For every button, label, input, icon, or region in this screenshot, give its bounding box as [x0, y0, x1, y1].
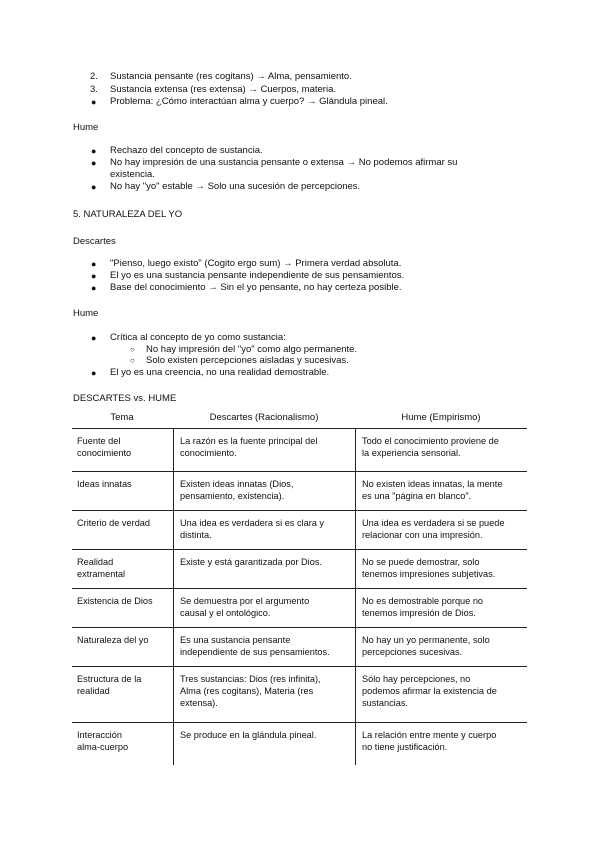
- cell-line: no tiene justificación.: [362, 742, 448, 752]
- cell-line: La relación entre mente y cuerpo: [362, 730, 497, 740]
- cell-line: Existencia de Dios: [77, 596, 153, 606]
- cell-line: No se puede demostrar, solo: [362, 557, 480, 567]
- descartes-heading: Descartes: [73, 236, 116, 247]
- table-cell-tema: [77, 634, 175, 646]
- bullet-icon: ●: [91, 368, 97, 378]
- cell-line: pensamiento, existencia).: [180, 491, 285, 501]
- cell-line: extensa).: [180, 698, 218, 708]
- list-text: existencia.: [110, 169, 155, 180]
- cell-line: Tres sustancias: Dios (res infinita),: [180, 674, 321, 684]
- list-text: "Pienso, luego existo" (Cogito ergo sum) → Primera verdad absoluta.: [110, 258, 402, 269]
- table-cell-tema: [77, 673, 175, 697]
- cell-line: alma-cuerpo: [77, 742, 129, 752]
- cell-line: Ideas innatas: [77, 479, 132, 489]
- row-divider: [72, 588, 527, 589]
- list-text: Crítica al concepto de yo como sustancia:: [110, 332, 286, 343]
- cell-line: No hay un yo permanente, solo: [362, 635, 490, 645]
- row-divider: [72, 666, 527, 667]
- cell-line: podemos afirmar la existencia de: [362, 686, 497, 696]
- cell-line: Criterio de verdad: [77, 518, 151, 528]
- table-cell-descartes: [180, 634, 358, 658]
- list-text: Sustancia pensante (res cogitans) → Alma, pensamiento.: [110, 71, 352, 82]
- table-cell-hume: [362, 595, 527, 619]
- bullet-icon: ●: [91, 146, 97, 156]
- row-divider: [72, 722, 527, 723]
- list-text: Sustancia extensa (res extensa) → Cuerpos, materia.: [110, 84, 336, 95]
- table-cell-hume: [362, 729, 527, 753]
- table-cell-tema: [77, 556, 175, 580]
- cell-line: Estructura de la: [77, 674, 142, 684]
- table-cell-hume: [362, 478, 527, 502]
- bullet-icon: ●: [91, 182, 97, 192]
- cell-line: No existen ideas innatas, la mente: [362, 479, 503, 489]
- table-cell-descartes: [180, 478, 358, 502]
- list-text: Problema: ¿Cómo interactúan alma y cuerpo? → Glándula pineal.: [110, 96, 388, 107]
- cell-line: Fuente del: [77, 436, 121, 446]
- table-cell-tema: [77, 435, 175, 459]
- table-cell-tema: [77, 729, 175, 753]
- bullet-icon: ●: [91, 97, 97, 107]
- cell-line: Una idea es verdadera si es clara y: [180, 518, 325, 528]
- table-cell-hume: [362, 556, 527, 580]
- list-number: 2.: [90, 71, 98, 82]
- circle-bullet-icon: ○: [130, 356, 135, 365]
- row-divider: [72, 428, 527, 429]
- cell-line: Sólo hay percepciones, no: [362, 674, 471, 684]
- cell-line: realidad: [77, 686, 110, 696]
- circle-bullet-icon: ○: [130, 345, 135, 354]
- bullet-icon: ●: [91, 283, 97, 293]
- list-text: El yo es una sustancia pensante independiente de sus pensamientos.: [110, 270, 405, 281]
- bullet-icon: ●: [91, 158, 97, 168]
- cell-line: relacionar con una impresión.: [362, 530, 483, 540]
- table-cell-hume: [362, 673, 527, 709]
- row-divider: [72, 510, 527, 511]
- cell-line: conocimiento.: [180, 448, 237, 458]
- table-cell-tema: [77, 595, 175, 607]
- list-text: Rechazo del concepto de sustancia.: [110, 145, 263, 156]
- table-cell-hume: [362, 435, 527, 459]
- list-number: 3.: [90, 84, 98, 95]
- table-cell-descartes: [180, 729, 358, 741]
- cell-line: Todo el conocimiento proviene de: [362, 436, 499, 446]
- row-divider: [72, 471, 527, 472]
- cell-line: percepciones sucesivas.: [362, 647, 463, 657]
- table-cell-descartes: [180, 556, 358, 568]
- cell-line: La razón es la fuente principal del: [180, 436, 318, 446]
- cell-line: Se demuestra por el argumento: [180, 596, 310, 606]
- hume-heading: Hume: [73, 122, 99, 133]
- cell-line: Es una sustancia pensante: [180, 635, 291, 645]
- cell-line: la experiencia sensorial.: [362, 448, 461, 458]
- column-header-hume: Hume (Empirismo): [401, 412, 481, 423]
- cell-line: conocimiento: [77, 448, 132, 458]
- cell-line: es una "página en blanco".: [362, 491, 472, 501]
- table-cell-hume: [362, 517, 527, 541]
- row-divider: [72, 627, 527, 628]
- cell-line: causal y el ontológico.: [180, 608, 271, 618]
- row-divider: [72, 549, 527, 550]
- cell-line: extramental: [77, 569, 126, 579]
- bullet-icon: ●: [91, 271, 97, 281]
- bullet-icon: ●: [91, 259, 97, 269]
- cell-line: tenemos impresiones subjetivas.: [362, 569, 496, 579]
- bullet-icon: ●: [91, 333, 97, 343]
- cell-line: independiente de sus pensamientos.: [180, 647, 330, 657]
- column-header-descartes: Descartes (Racionalismo): [209, 412, 319, 423]
- cell-line: Interacción: [77, 730, 122, 740]
- list-text: Solo existen percepciones aisladas y sucesivas.: [146, 355, 349, 366]
- list-text: No hay "yo" estable → Solo una sucesión de percepciones.: [110, 181, 361, 192]
- comparison-table: [72, 411, 527, 766]
- cell-line: tenemos impresión de Dios.: [362, 608, 476, 618]
- table-cell-descartes: [180, 435, 358, 459]
- cell-line: Existe y está garantizada por Dios.: [180, 557, 322, 567]
- list-text: No hay impresión del "yo" como algo permanente.: [146, 344, 358, 355]
- cell-line: Se produce en la glándula pineal.: [180, 730, 317, 740]
- cell-line: No es demostrable porque no: [362, 596, 484, 606]
- list-text: El yo es una creencia, no una realidad demostrable.: [110, 367, 330, 378]
- comparison-heading: DESCARTES vs. HUME: [73, 393, 177, 404]
- table-cell-descartes: [180, 673, 358, 709]
- table-cell-tema: [77, 517, 175, 529]
- list-text: No hay impresión de una sustancia pensante o extensa → No podemos afirmar su: [110, 157, 458, 168]
- table-cell-tema: [77, 478, 175, 490]
- column-header-tema: Tema: [110, 412, 134, 423]
- table-cell-descartes: [180, 595, 358, 619]
- cell-line: Alma (res cogitans), Materia (res: [180, 686, 314, 696]
- cell-line: Realidad: [77, 557, 114, 567]
- list-text: Base del conocimiento → Sin el yo pensante, no hay certeza posible.: [110, 282, 402, 293]
- table-cell-hume: [362, 634, 527, 658]
- cell-line: distinta.: [180, 530, 212, 540]
- table-cell-descartes: [180, 517, 358, 541]
- cell-line: sustancias.: [362, 698, 408, 708]
- cell-line: Existen ideas innatas (Dios,: [180, 479, 294, 489]
- cell-line: Una idea es verdadera si se puede: [362, 518, 505, 528]
- cell-line: Naturaleza del yo: [77, 635, 149, 645]
- section-heading: 5. NATURALEZA DEL YO: [73, 209, 183, 220]
- hume-heading: Hume: [73, 308, 99, 319]
